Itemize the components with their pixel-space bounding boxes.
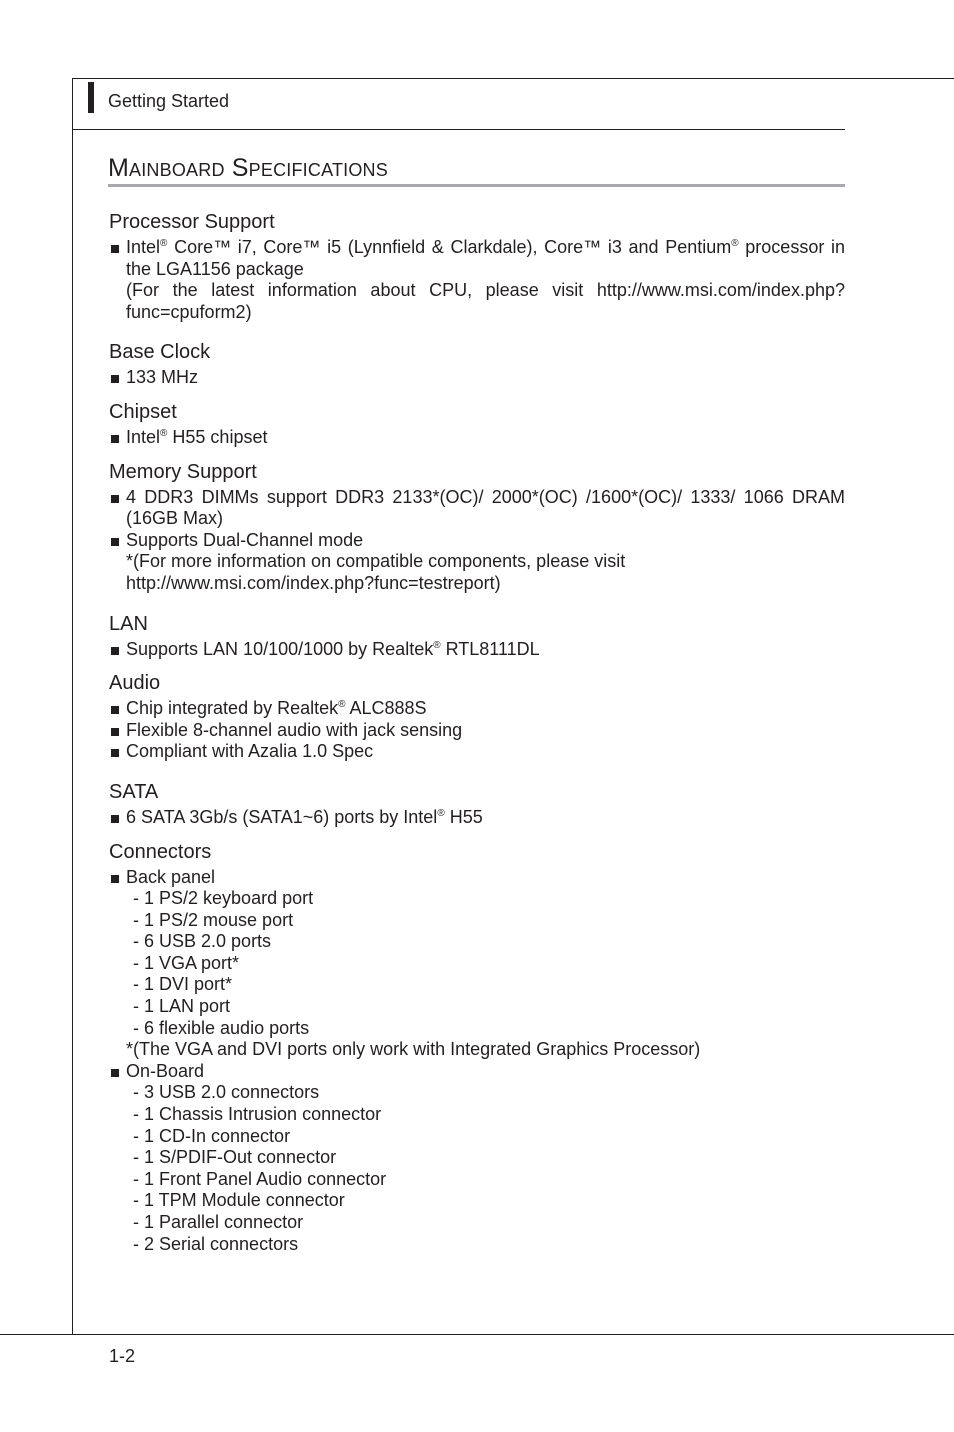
section-heading: Processor Support	[109, 211, 275, 233]
section-heading: LAN	[109, 612, 148, 635]
list-item: - 1 VGA port*	[133, 952, 240, 973]
spec-item: Flexible 8-channel audio with jack sensing	[109, 720, 845, 742]
list-item: - 1 PS/2 mouse port	[133, 909, 294, 930]
spec-item: Chip integrated by Realtek® ALC888S	[109, 698, 845, 720]
section-heading: Memory Support	[109, 460, 257, 483]
page-number: 1-2	[109, 1346, 136, 1366]
registered-mark: ®	[433, 639, 441, 651]
header-section-title: Getting Started	[108, 91, 230, 111]
spec-list	[109, 367, 845, 389]
bottom-border-line	[0, 1334, 954, 1335]
spec-list	[109, 487, 845, 552]
registered-mark: ®	[338, 699, 346, 711]
spec-note-url: http://www.msi.com/index.php?func=testreport)	[126, 572, 501, 593]
spec-item: Compliant with Azalia 1.0 Spec	[109, 741, 845, 763]
spec-item: 4 DDR3 DIMMs support DDR3 2133*(OC)/ 2000*(OC) /1600*(OC)/ 1333/ 1066 DRAM (16GB Max)	[109, 487, 845, 530]
section-memory-support	[109, 457, 845, 595]
spec-item: Supports Dual-Channel mode	[109, 530, 845, 552]
list-item: - 1 PS/2 keyboard port	[133, 888, 314, 909]
section-heading: SATA	[109, 780, 159, 803]
spec-item: Supports LAN 10/100/1000 by Realtek® RTL8111DL	[109, 639, 845, 661]
section-heading: Chipset	[109, 400, 177, 423]
specifications-content	[109, 207, 845, 1269]
spec-list	[109, 1061, 845, 1083]
spec-item-on-board: On-Board	[109, 1061, 845, 1083]
spec-list	[109, 427, 845, 449]
registered-mark: ®	[160, 238, 168, 249]
spec-list	[109, 639, 845, 661]
spec-note: *(For more information on compatible components, please visit	[126, 551, 626, 572]
list-item: - 1 LAN port	[133, 996, 231, 1017]
header-marker-bar	[88, 82, 94, 113]
section-heading: Connectors	[109, 840, 212, 863]
spec-list	[109, 237, 845, 280]
section-connectors	[109, 837, 845, 1256]
spec-item: 133 MHz	[109, 367, 845, 389]
top-border-line	[72, 78, 954, 79]
list-item: - 6 USB 2.0 ports	[133, 931, 272, 952]
list-item: - 1 Parallel connector	[133, 1212, 304, 1232]
list-item: - 1 CD-In connector	[133, 1125, 291, 1146]
on-board-list	[109, 1082, 845, 1255]
spec-list	[109, 807, 845, 829]
list-item: - 2 Serial connectors	[133, 1233, 299, 1254]
page-title: Mainboard Specifications	[108, 154, 388, 182]
section-lan	[109, 609, 845, 661]
spec-item: 6 SATA 3Gb/s (SATA1~6) ports by Intel® H55	[109, 807, 845, 829]
section-chipset	[109, 397, 845, 449]
list-item: - 1 Front Panel Audio connector	[133, 1168, 387, 1189]
section-audio	[109, 668, 845, 763]
section-sata	[109, 777, 845, 829]
list-item: - 3 USB 2.0 connectors	[133, 1082, 320, 1103]
list-item: - 1 TPM Module connector	[133, 1190, 345, 1211]
registered-mark: ®	[437, 807, 445, 819]
spec-list	[109, 698, 845, 763]
registered-mark: ®	[731, 238, 739, 249]
spec-item: Intel® Core™ i7, Core™ i5 (Lynnfield & Clarkdale), Core™ i3 and Pentium® processor in the LGA1156 package	[109, 237, 845, 280]
list-item: - 1 DVI port*	[133, 974, 233, 995]
spec-item: Intel® H55 chipset	[109, 427, 845, 449]
section-base-clock	[109, 337, 845, 389]
title-rule	[108, 184, 845, 187]
section-processor-support	[109, 207, 845, 323]
spec-list	[109, 867, 845, 889]
list-item: - 1 Chassis Intrusion connector	[133, 1104, 382, 1125]
left-border-line	[72, 78, 73, 1335]
list-item: - 6 flexible audio ports	[133, 1017, 310, 1038]
list-item: - 1 S/PDIF-Out connector	[133, 1147, 337, 1168]
spec-note: (For the latest information about CPU, please visit http://www.msi.com/index.php?func=cpuform2)	[126, 280, 845, 322]
registered-mark: ®	[160, 427, 168, 439]
spec-note: *(The VGA and DVI ports only work with Integrated Graphics Processor)	[126, 1039, 701, 1060]
back-panel-list	[109, 888, 845, 1039]
header-underline	[72, 129, 845, 130]
section-heading: Audio	[109, 672, 161, 695]
section-heading: Base Clock	[109, 341, 211, 364]
spec-item-back-panel: Back panel	[109, 867, 845, 889]
